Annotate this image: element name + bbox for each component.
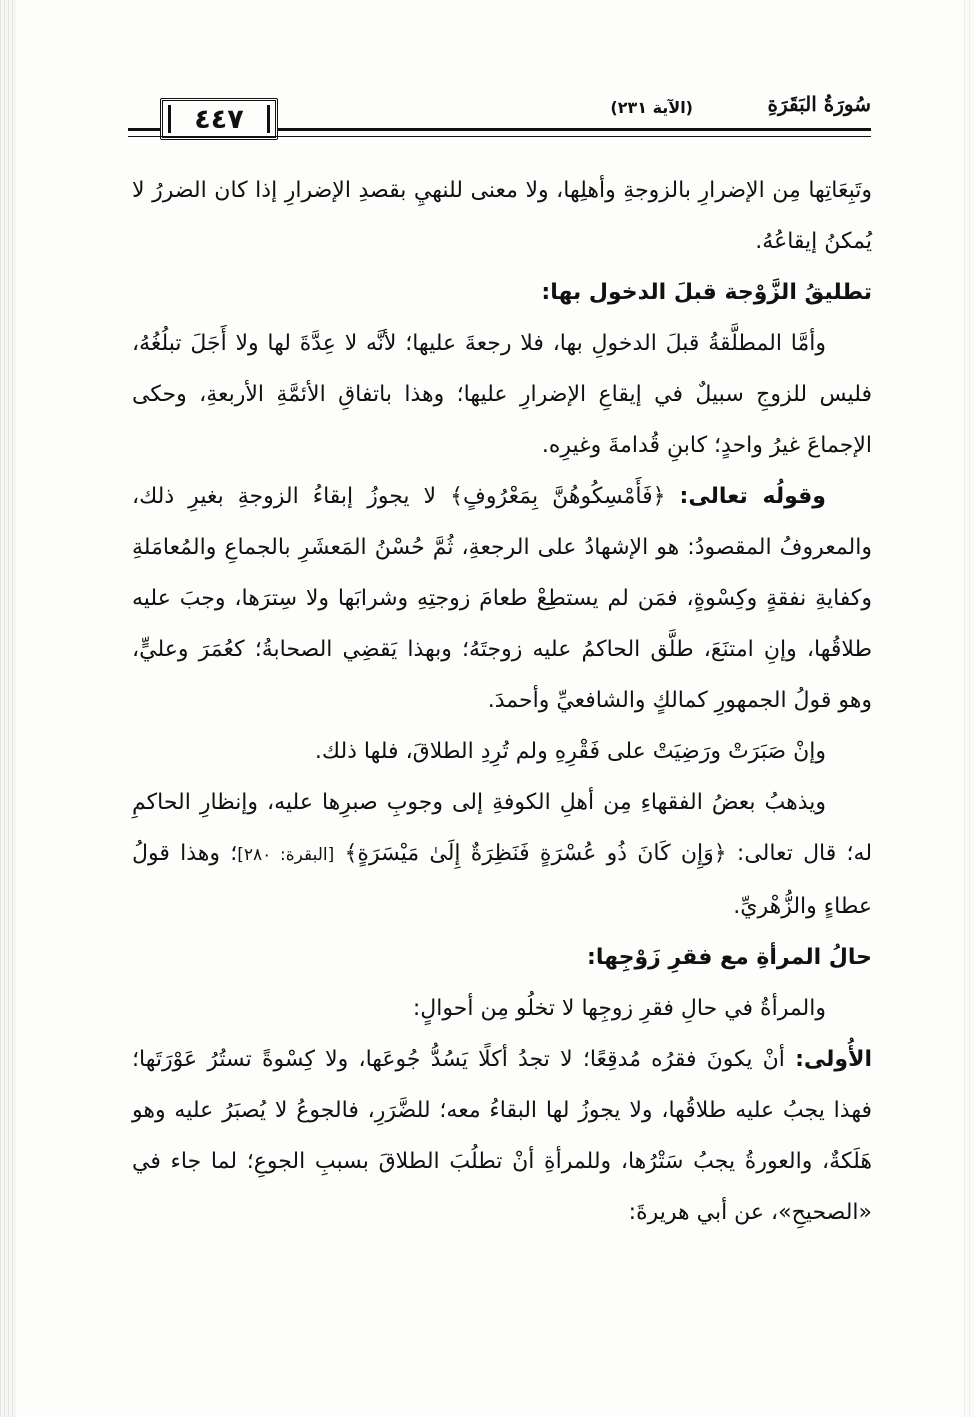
paragraph-7: [132, 1034, 872, 1238]
verse-reference: (الآية ٢٣١): [610, 98, 693, 117]
scan-edge-left: [0, 0, 16, 1417]
section-heading-2: حالُ المرأةِ مع فقرِ زَوْجِها:: [587, 945, 872, 970]
paragraph-5-text: ويذهبُ بعضُ الفقهاءِ مِن أهلِ الكوفةِ إلى وجوبِ صبرِها عليه، وإنظارِ الحاكمِ له؛ قال تعالى:: [132, 790, 873, 866]
paragraph-6: والمرأةُ في حالِ فقرِ زوجِها لا تخلُو مِن أحوالٍ:: [412, 996, 826, 1021]
page-body: [132, 165, 872, 1238]
page-number: ٤٤٧: [194, 103, 244, 135]
quran-quote-1: ﴿فَأَمْسِكُوهُنَّ بِمَعْرُوفٍ﴾: [450, 484, 666, 509]
section-heading-1: تطليقُ الزَّوْجة قبلَ الدخول بها:: [541, 280, 872, 305]
paragraph-3-lead: وقولُه تعالى:: [679, 484, 826, 509]
quran-reference: [البقرة: ٢٨٠]: [237, 845, 335, 865]
paragraph-2: وأمَّا المطلَّقةُ قبلَ الدخولِ بها، فلا رجعةَ عليها؛ لأنَّه لا عِدَّةَ لها ولا أَجَلَ تبلُغُهُ، فليس للزوجِ سبيلٌ في إيقاعِ الإضرارِ عليها؛ وهذا باتفاقِ الأئمَّةِ الأربعةِ، وحكى الإجماعَ غيرُ واحدٍ؛ كابنِ قُدامةَ وغيرِه.: [132, 331, 872, 458]
paragraph-1: وتَبِعَاتِها مِن الإضرارِ بالزوجةِ وأهلِها، ولا معنى للنهيِ بقصدِ الإضرارِ إذا كان الضررُ لا يُمكنُ إيقاعُهُ.: [132, 178, 872, 254]
scan-edge-right: [964, 0, 974, 1417]
header-rule-stub: [128, 128, 160, 131]
paragraph-5: [132, 777, 872, 932]
paragraph-7-lead: الأُولى:: [795, 1047, 872, 1072]
paragraph-7-text: أنْ يكونَ فقرُه مُدقِعًا؛ لا تجدُ أكلًا يَسُدُّ جُوعَها، ولا كِسْوةً تستُرُ عَوْرَتَها؛ فهذا يجبُ عليه طلاقُها، ولا يجوزُ لها البقاءُ معه؛ للضَّرَرِ، فالجوعُ لا يُصبَرُ عليه وهو هَلَكةٌ، والعورةُ يجبُ سَتْرُها، وللمرأةِ أنْ تطلُبَ الطلاقَ بسببِ الجوعِ؛ لما جاء في «الصحيحِ»، عن أبي هريرةَ:: [132, 1047, 872, 1225]
paragraph-3: [132, 471, 872, 726]
paragraph-5-rest: ؛ وهذا قولُ عطاءٍ والزُّهْريِّ.: [132, 841, 872, 919]
paragraph-4: وإنْ صَبَرَتْ ورَضِيَتْ على فَقْرِهِ ولم تُرِدِ الطلاقَ، فلها ذلك.: [314, 739, 826, 764]
page-number-frame: [160, 98, 278, 140]
header-rule-thin: [128, 136, 871, 137]
quran-quote-2: ﴿وَإِن كَانَ ذُو عُسْرَةٍ فَنَظِرَةٌ إِلَىٰ مَيْسَرَةٍ﴾: [344, 841, 727, 866]
paragraph-3-text: لا يجوزُ إبقاءُ الزوجةِ بغيرِ ذلك، والمعروفُ المقصودُ: هو الإشهادُ على الرجعةِ، ثُمَّ حُسْنُ المَعشَرِ بالجماعِ والمُعامَلةِ وكفايةِ نفقةٍ وكِسْوةٍ، فمَن لم يستطِعْ طعامَ زوجتِهِ وشرابَها ولا سِترَها، وجبَ عليه طلاقُها، وإنِ امتنَعَ، طلَّق الحاكمُ عليه زوجتَهُ؛ وبهذا يَقضِي الصحابةُ؛ كعُمَرَ وعليٍّ، وهو قولُ الجمهورِ كمالكٍ والشافعيِّ وأحمدَ.: [132, 484, 872, 713]
surah-title: سُورَةُ البَقَرَةِ: [767, 92, 871, 116]
page-header: [128, 92, 871, 148]
header-rule-thick: [278, 128, 871, 131]
